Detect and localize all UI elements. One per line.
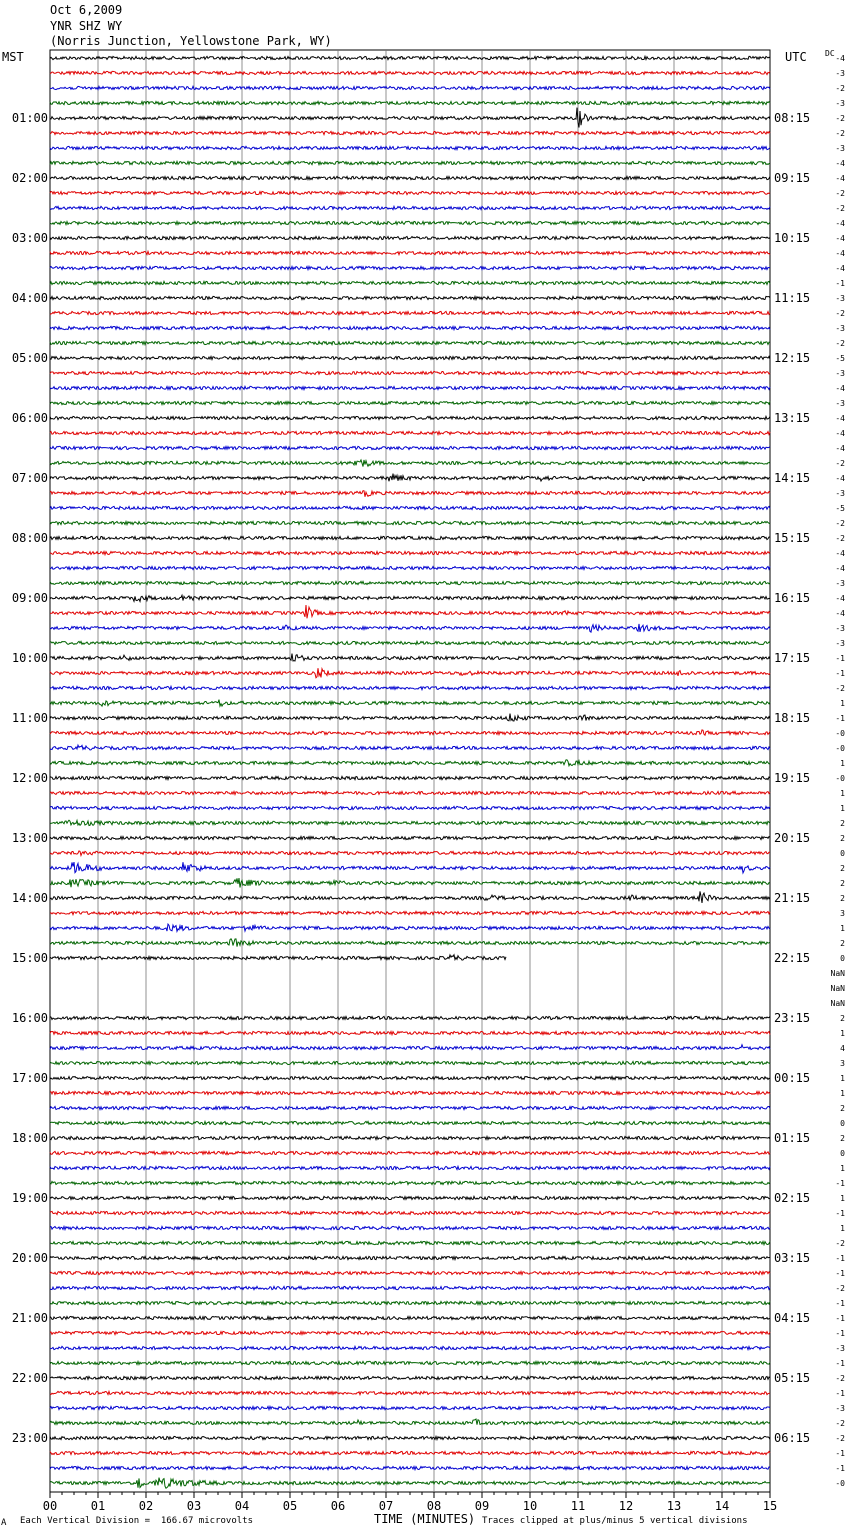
utc-hour-label: 00:15 bbox=[774, 1071, 811, 1085]
mst-hour-label: 03:00 bbox=[11, 231, 48, 245]
dc-offset-label: 3 bbox=[840, 909, 845, 918]
trace-row-21 bbox=[50, 371, 770, 374]
trace-row-14 bbox=[50, 266, 770, 269]
mst-hour-label: 13:00 bbox=[11, 831, 48, 845]
x-tick-label: 09 bbox=[474, 1499, 490, 1513]
trace-row-73 bbox=[50, 1151, 770, 1154]
dc-offset-label: 3 bbox=[840, 1059, 845, 1068]
trace-row-6 bbox=[50, 146, 770, 149]
trace-row-23 bbox=[50, 401, 770, 404]
scale-note: Each Vertical Division = 166.67 microvolts bbox=[20, 1516, 253, 1526]
mst-hour-label: 17:00 bbox=[11, 1071, 48, 1085]
dc-offset-label: 2 bbox=[840, 819, 845, 828]
trace-row-30 bbox=[50, 506, 770, 509]
dc-offset-label: -4 bbox=[835, 54, 845, 63]
trace-row-9 bbox=[50, 191, 770, 194]
trace-row-54 bbox=[50, 862, 770, 873]
trace-row-90 bbox=[50, 1406, 770, 1409]
dc-offset-label: -4 bbox=[835, 264, 845, 273]
dc-offset-label: -2 bbox=[835, 129, 845, 138]
x-tick-label: 01 bbox=[90, 1499, 106, 1513]
dc-offset-label: -2 bbox=[835, 1239, 845, 1248]
dc-offset-label: 2 bbox=[840, 1014, 845, 1023]
dc-offset-label: NaN bbox=[830, 969, 845, 978]
dc-offset-label: -1 bbox=[835, 1314, 845, 1323]
x-tick-label: 04 bbox=[234, 1499, 250, 1513]
header-location: (Norris Junction, Yellowstone Park, WY) bbox=[50, 34, 332, 48]
dc-offset-label: -3 bbox=[835, 489, 845, 498]
trace-row-82 bbox=[50, 1286, 770, 1289]
utc-hour-label: 21:15 bbox=[774, 891, 811, 905]
trace-row-2 bbox=[50, 86, 770, 89]
x-tick-label: 06 bbox=[330, 1499, 346, 1513]
dc-offset-label: -2 bbox=[835, 204, 845, 213]
mst-hour-label: 02:00 bbox=[11, 171, 48, 185]
trace-row-3 bbox=[50, 101, 770, 104]
dc-offset-label: -4 bbox=[835, 564, 845, 573]
trace-row-26 bbox=[50, 446, 770, 449]
trace-row-81 bbox=[50, 1271, 770, 1274]
utc-hour-label: 08:15 bbox=[774, 111, 811, 125]
mst-hour-label: 14:00 bbox=[11, 891, 48, 905]
mst-hour-label: 19:00 bbox=[11, 1191, 48, 1205]
dc-offset-label: 2 bbox=[840, 894, 845, 903]
dc-offset-label: -1 bbox=[835, 669, 845, 678]
dc-offset-label: 1 bbox=[840, 1194, 845, 1203]
mst-hour-label: 11:00 bbox=[11, 711, 48, 725]
mst-hour-label: 18:00 bbox=[11, 1131, 48, 1145]
utc-hour-label: 06:15 bbox=[774, 1431, 811, 1445]
trace-row-7 bbox=[50, 161, 770, 164]
dc-offset-label: -1 bbox=[835, 1359, 845, 1368]
dc-offset-label: -4 bbox=[835, 429, 845, 438]
trace-row-28 bbox=[50, 474, 770, 482]
trace-row-55 bbox=[50, 878, 770, 887]
x-tick-label: 15 bbox=[762, 1499, 778, 1513]
dc-offset-label: -1 bbox=[835, 1449, 845, 1458]
dc-offset-label: -3 bbox=[835, 1344, 845, 1353]
trace-row-58 bbox=[50, 924, 770, 931]
dc-offset-label: -4 bbox=[835, 219, 845, 228]
trace-row-66 bbox=[50, 1045, 770, 1050]
dc-offset-label: -4 bbox=[835, 414, 845, 423]
x-tick-label: 03 bbox=[186, 1499, 202, 1513]
trace-row-65 bbox=[50, 1031, 770, 1034]
trace-row-67 bbox=[50, 1061, 770, 1064]
trace-row-68 bbox=[50, 1076, 770, 1079]
mst-hour-label: 06:00 bbox=[11, 411, 48, 425]
trace-row-53 bbox=[50, 851, 770, 856]
dc-offset-label: 1 bbox=[840, 924, 845, 933]
trace-row-5 bbox=[50, 131, 770, 134]
trace-row-89 bbox=[50, 1391, 770, 1394]
utc-hour-label: 09:15 bbox=[774, 171, 811, 185]
x-tick-label: 11 bbox=[570, 1499, 586, 1513]
trace-row-45 bbox=[50, 730, 770, 735]
trace-row-76 bbox=[50, 1196, 770, 1199]
trace-row-41 bbox=[50, 668, 770, 678]
trace-row-13 bbox=[50, 251, 770, 254]
utc-hour-label: 22:15 bbox=[774, 951, 811, 965]
trace-row-87 bbox=[50, 1361, 770, 1364]
dc-offset-label: 1 bbox=[840, 699, 845, 708]
mst-hour-label: 10:00 bbox=[11, 651, 48, 665]
trace-row-78 bbox=[50, 1226, 770, 1229]
dc-offset-label: -2 bbox=[835, 1284, 845, 1293]
dc-offset-label: -3 bbox=[835, 144, 845, 153]
trace-row-40 bbox=[50, 654, 770, 661]
dc-offset-label: -2 bbox=[835, 1434, 845, 1443]
dc-offset-label: -4 bbox=[835, 594, 845, 603]
x-tick-label: 12 bbox=[618, 1499, 634, 1513]
trace-row-43 bbox=[50, 700, 770, 707]
trace-row-35 bbox=[50, 581, 770, 584]
mst-hour-label: 07:00 bbox=[11, 471, 48, 485]
dc-offset-label: 0 bbox=[840, 1149, 845, 1158]
utc-hour-label: 19:15 bbox=[774, 771, 811, 785]
dc-offset-label: -1 bbox=[835, 714, 845, 723]
trace-row-19 bbox=[50, 341, 770, 344]
dc-offset-label: 1 bbox=[840, 1089, 845, 1098]
dc-offset-label: 1 bbox=[840, 1224, 845, 1233]
dc-offset-label: -1 bbox=[835, 1329, 845, 1338]
trace-row-85 bbox=[50, 1331, 770, 1334]
trace-row-34 bbox=[50, 566, 770, 569]
trace-row-72 bbox=[50, 1136, 770, 1139]
trace-row-48 bbox=[50, 776, 770, 779]
dc-offset-label: 1 bbox=[840, 1074, 845, 1083]
clip-note: Traces clipped at plus/minus 5 vertical divisions bbox=[482, 1516, 748, 1526]
trace-row-15 bbox=[50, 281, 770, 284]
dc-offset-label: -3 bbox=[835, 579, 845, 588]
trace-row-8 bbox=[50, 176, 770, 179]
dc-offset-label: -0 bbox=[835, 774, 845, 783]
dc-offset-label: -0 bbox=[835, 1479, 845, 1488]
trace-row-4 bbox=[50, 108, 770, 128]
trace-row-70 bbox=[50, 1106, 770, 1109]
x-axis-title: TIME (MINUTES) bbox=[374, 1512, 476, 1526]
dc-offset-label: -0 bbox=[835, 729, 845, 738]
dc-column-label: DC bbox=[825, 49, 835, 58]
x-tick-label: 00 bbox=[42, 1499, 58, 1513]
trace-row-95 bbox=[50, 1478, 770, 1489]
dc-offset-label: -2 bbox=[835, 1374, 845, 1383]
dc-offset-label: 2 bbox=[840, 864, 845, 873]
trace-row-74 bbox=[50, 1166, 770, 1169]
dc-offset-label: 2 bbox=[840, 939, 845, 948]
dc-offset-label: -3 bbox=[835, 399, 845, 408]
utc-hour-label: 12:15 bbox=[774, 351, 811, 365]
dc-offset-label: -1 bbox=[835, 654, 845, 663]
trace-row-83 bbox=[50, 1301, 770, 1304]
trace-row-79 bbox=[50, 1241, 770, 1244]
trace-row-12 bbox=[50, 236, 770, 239]
utc-hour-label: 15:15 bbox=[774, 531, 811, 545]
trace-row-46 bbox=[50, 745, 770, 750]
trace-row-16 bbox=[50, 296, 770, 299]
dc-offset-label: 2 bbox=[840, 879, 845, 888]
header-station: YNR SHZ WY bbox=[50, 19, 123, 33]
dc-offset-label: -2 bbox=[835, 1419, 845, 1428]
header-date: Oct 6,2009 bbox=[50, 3, 123, 17]
dc-offset-label: -2 bbox=[835, 519, 845, 528]
dc-offset-label: -3 bbox=[835, 624, 845, 633]
trace-row-37 bbox=[50, 605, 770, 618]
dc-offset-label: 1 bbox=[840, 1164, 845, 1173]
mst-hour-label: 21:00 bbox=[11, 1311, 48, 1325]
x-tick-label: 05 bbox=[282, 1499, 298, 1513]
dc-offset-label: -5 bbox=[835, 504, 845, 513]
trace-row-94 bbox=[50, 1466, 770, 1469]
trace-row-88 bbox=[50, 1376, 770, 1379]
dc-offset-label: 1 bbox=[840, 1029, 845, 1038]
trace-row-38 bbox=[50, 624, 770, 632]
dc-offset-label: 1 bbox=[840, 789, 845, 798]
dc-offset-label: -1 bbox=[835, 1389, 845, 1398]
trace-row-10 bbox=[50, 206, 770, 209]
utc-hour-label: 23:15 bbox=[774, 1011, 811, 1025]
dc-offset-label: -2 bbox=[835, 684, 845, 693]
utc-hour-label: 05:15 bbox=[774, 1371, 811, 1385]
trace-row-86 bbox=[50, 1346, 770, 1349]
trace-row-52 bbox=[50, 836, 770, 839]
dc-offset-label: 0 bbox=[840, 849, 845, 858]
utc-hour-label: 03:15 bbox=[774, 1251, 811, 1265]
dc-offset-label: -3 bbox=[835, 639, 845, 648]
x-tick-label: 02 bbox=[138, 1499, 154, 1513]
dc-offset-label: 2 bbox=[840, 1104, 845, 1113]
mst-hour-label: 23:00 bbox=[11, 1431, 48, 1445]
left-timezone-label: MST bbox=[2, 50, 24, 64]
dc-offset-label: -4 bbox=[835, 384, 845, 393]
trace-row-44 bbox=[50, 714, 770, 721]
utc-hour-label: 16:15 bbox=[774, 591, 811, 605]
trace-row-50 bbox=[50, 806, 770, 809]
trace-row-49 bbox=[50, 791, 770, 794]
trace-row-51 bbox=[50, 820, 770, 825]
trace-row-60 bbox=[50, 955, 506, 960]
right-timezone-label: UTC bbox=[785, 50, 807, 64]
trace-row-31 bbox=[50, 521, 770, 524]
trace-row-17 bbox=[50, 311, 770, 314]
dc-offset-label: -4 bbox=[835, 249, 845, 258]
trace-row-11 bbox=[50, 221, 770, 224]
dc-offset-label: -1 bbox=[835, 1464, 845, 1473]
dc-offset-label: -3 bbox=[835, 99, 845, 108]
trace-row-64 bbox=[50, 1016, 770, 1019]
trace-row-71 bbox=[50, 1121, 770, 1124]
trace-row-69 bbox=[50, 1091, 770, 1094]
utc-hour-label: 20:15 bbox=[774, 831, 811, 845]
x-tick-label: 07 bbox=[378, 1499, 394, 1513]
x-tick-label: 10 bbox=[522, 1499, 538, 1513]
dc-offset-label: -2 bbox=[835, 189, 845, 198]
dc-offset-label: -1 bbox=[835, 279, 845, 288]
dc-offset-label: -3 bbox=[835, 324, 845, 333]
mst-hour-label: 05:00 bbox=[11, 351, 48, 365]
trace-row-91 bbox=[50, 1419, 770, 1425]
dc-offset-label: -2 bbox=[835, 114, 845, 123]
trace-row-1 bbox=[50, 71, 770, 74]
trace-row-32 bbox=[50, 536, 770, 539]
dc-offset-label: 1 bbox=[840, 804, 845, 813]
trace-row-59 bbox=[50, 939, 770, 947]
trace-row-75 bbox=[50, 1181, 770, 1184]
trace-row-42 bbox=[50, 686, 770, 689]
dc-offset-label: -0 bbox=[835, 744, 845, 753]
utc-hour-label: 14:15 bbox=[774, 471, 811, 485]
trace-row-25 bbox=[50, 431, 770, 434]
dc-offset-label: NaN bbox=[830, 999, 845, 1008]
mst-hour-label: 22:00 bbox=[11, 1371, 48, 1385]
dc-offset-label: -2 bbox=[835, 84, 845, 93]
plot-frame bbox=[50, 50, 770, 1492]
trace-row-24 bbox=[50, 416, 770, 419]
mst-hour-label: 08:00 bbox=[11, 531, 48, 545]
trace-row-33 bbox=[50, 551, 770, 554]
trace-row-29 bbox=[50, 491, 770, 497]
dc-offset-label: 0 bbox=[840, 1119, 845, 1128]
trace-row-84 bbox=[50, 1316, 770, 1319]
dc-offset-label: -2 bbox=[835, 534, 845, 543]
mst-hour-label: 20:00 bbox=[11, 1251, 48, 1265]
dc-offset-label: -4 bbox=[835, 444, 845, 453]
utc-hour-label: 18:15 bbox=[774, 711, 811, 725]
x-tick-label: 13 bbox=[666, 1499, 682, 1513]
dc-offset-label: 2 bbox=[840, 834, 845, 843]
trace-row-36 bbox=[50, 595, 770, 601]
dc-offset-label: -1 bbox=[835, 1179, 845, 1188]
mst-hour-label: 16:00 bbox=[11, 1011, 48, 1025]
mst-hour-label: 12:00 bbox=[11, 771, 48, 785]
utc-hour-label: 02:15 bbox=[774, 1191, 811, 1205]
dc-offset-label: -4 bbox=[835, 549, 845, 558]
mst-hour-label: 09:00 bbox=[11, 591, 48, 605]
utc-hour-label: 01:15 bbox=[774, 1131, 811, 1145]
dc-offset-label: -2 bbox=[835, 339, 845, 348]
trace-row-18 bbox=[50, 326, 770, 329]
dc-offset-label: 0 bbox=[840, 954, 845, 963]
trace-row-57 bbox=[50, 911, 770, 914]
mst-hour-label: 01:00 bbox=[11, 111, 48, 125]
trace-row-22 bbox=[50, 386, 770, 389]
footer-mark: A bbox=[1, 1518, 7, 1528]
trace-row-92 bbox=[50, 1436, 770, 1439]
dc-offset-label: 1 bbox=[840, 759, 845, 768]
dc-offset-label: NaN bbox=[830, 984, 845, 993]
dc-offset-label: -4 bbox=[835, 609, 845, 618]
trace-row-77 bbox=[50, 1211, 770, 1214]
mst-hour-label: 15:00 bbox=[11, 951, 48, 965]
dc-offset-label: -3 bbox=[835, 369, 845, 378]
trace-row-39 bbox=[50, 641, 770, 644]
dc-offset-label: -1 bbox=[835, 1254, 845, 1263]
trace-row-93 bbox=[50, 1451, 770, 1454]
dc-offset-label: -4 bbox=[835, 474, 845, 483]
dc-offset-label: 2 bbox=[840, 1134, 845, 1143]
dc-offset-label: -4 bbox=[835, 234, 845, 243]
trace-row-47 bbox=[50, 760, 770, 766]
dc-offset-label: -2 bbox=[835, 309, 845, 318]
x-tick-label: 08 bbox=[426, 1499, 442, 1513]
utc-hour-label: 10:15 bbox=[774, 231, 811, 245]
x-tick-label: 14 bbox=[714, 1499, 730, 1513]
utc-hour-label: 11:15 bbox=[774, 291, 811, 305]
dc-offset-label: -1 bbox=[835, 1209, 845, 1218]
dc-offset-label: -3 bbox=[835, 69, 845, 78]
dc-offset-label: -4 bbox=[835, 174, 845, 183]
trace-row-80 bbox=[50, 1256, 770, 1259]
dc-offset-label: -3 bbox=[835, 1404, 845, 1413]
dc-offset-label: -1 bbox=[835, 1299, 845, 1308]
dc-offset-label: -3 bbox=[835, 294, 845, 303]
dc-offset-label: 4 bbox=[840, 1044, 845, 1053]
dc-offset-label: -2 bbox=[835, 459, 845, 468]
trace-row-0 bbox=[50, 56, 770, 59]
mst-hour-label: 04:00 bbox=[11, 291, 48, 305]
trace-row-27 bbox=[50, 460, 770, 467]
trace-row-56 bbox=[50, 891, 770, 903]
utc-hour-label: 13:15 bbox=[774, 411, 811, 425]
dc-offset-label: -4 bbox=[835, 159, 845, 168]
dc-offset-label: -5 bbox=[835, 354, 845, 363]
utc-hour-label: 17:15 bbox=[774, 651, 811, 665]
trace-row-20 bbox=[50, 356, 770, 359]
utc-hour-label: 04:15 bbox=[774, 1311, 811, 1325]
dc-offset-label: -1 bbox=[835, 1269, 845, 1278]
